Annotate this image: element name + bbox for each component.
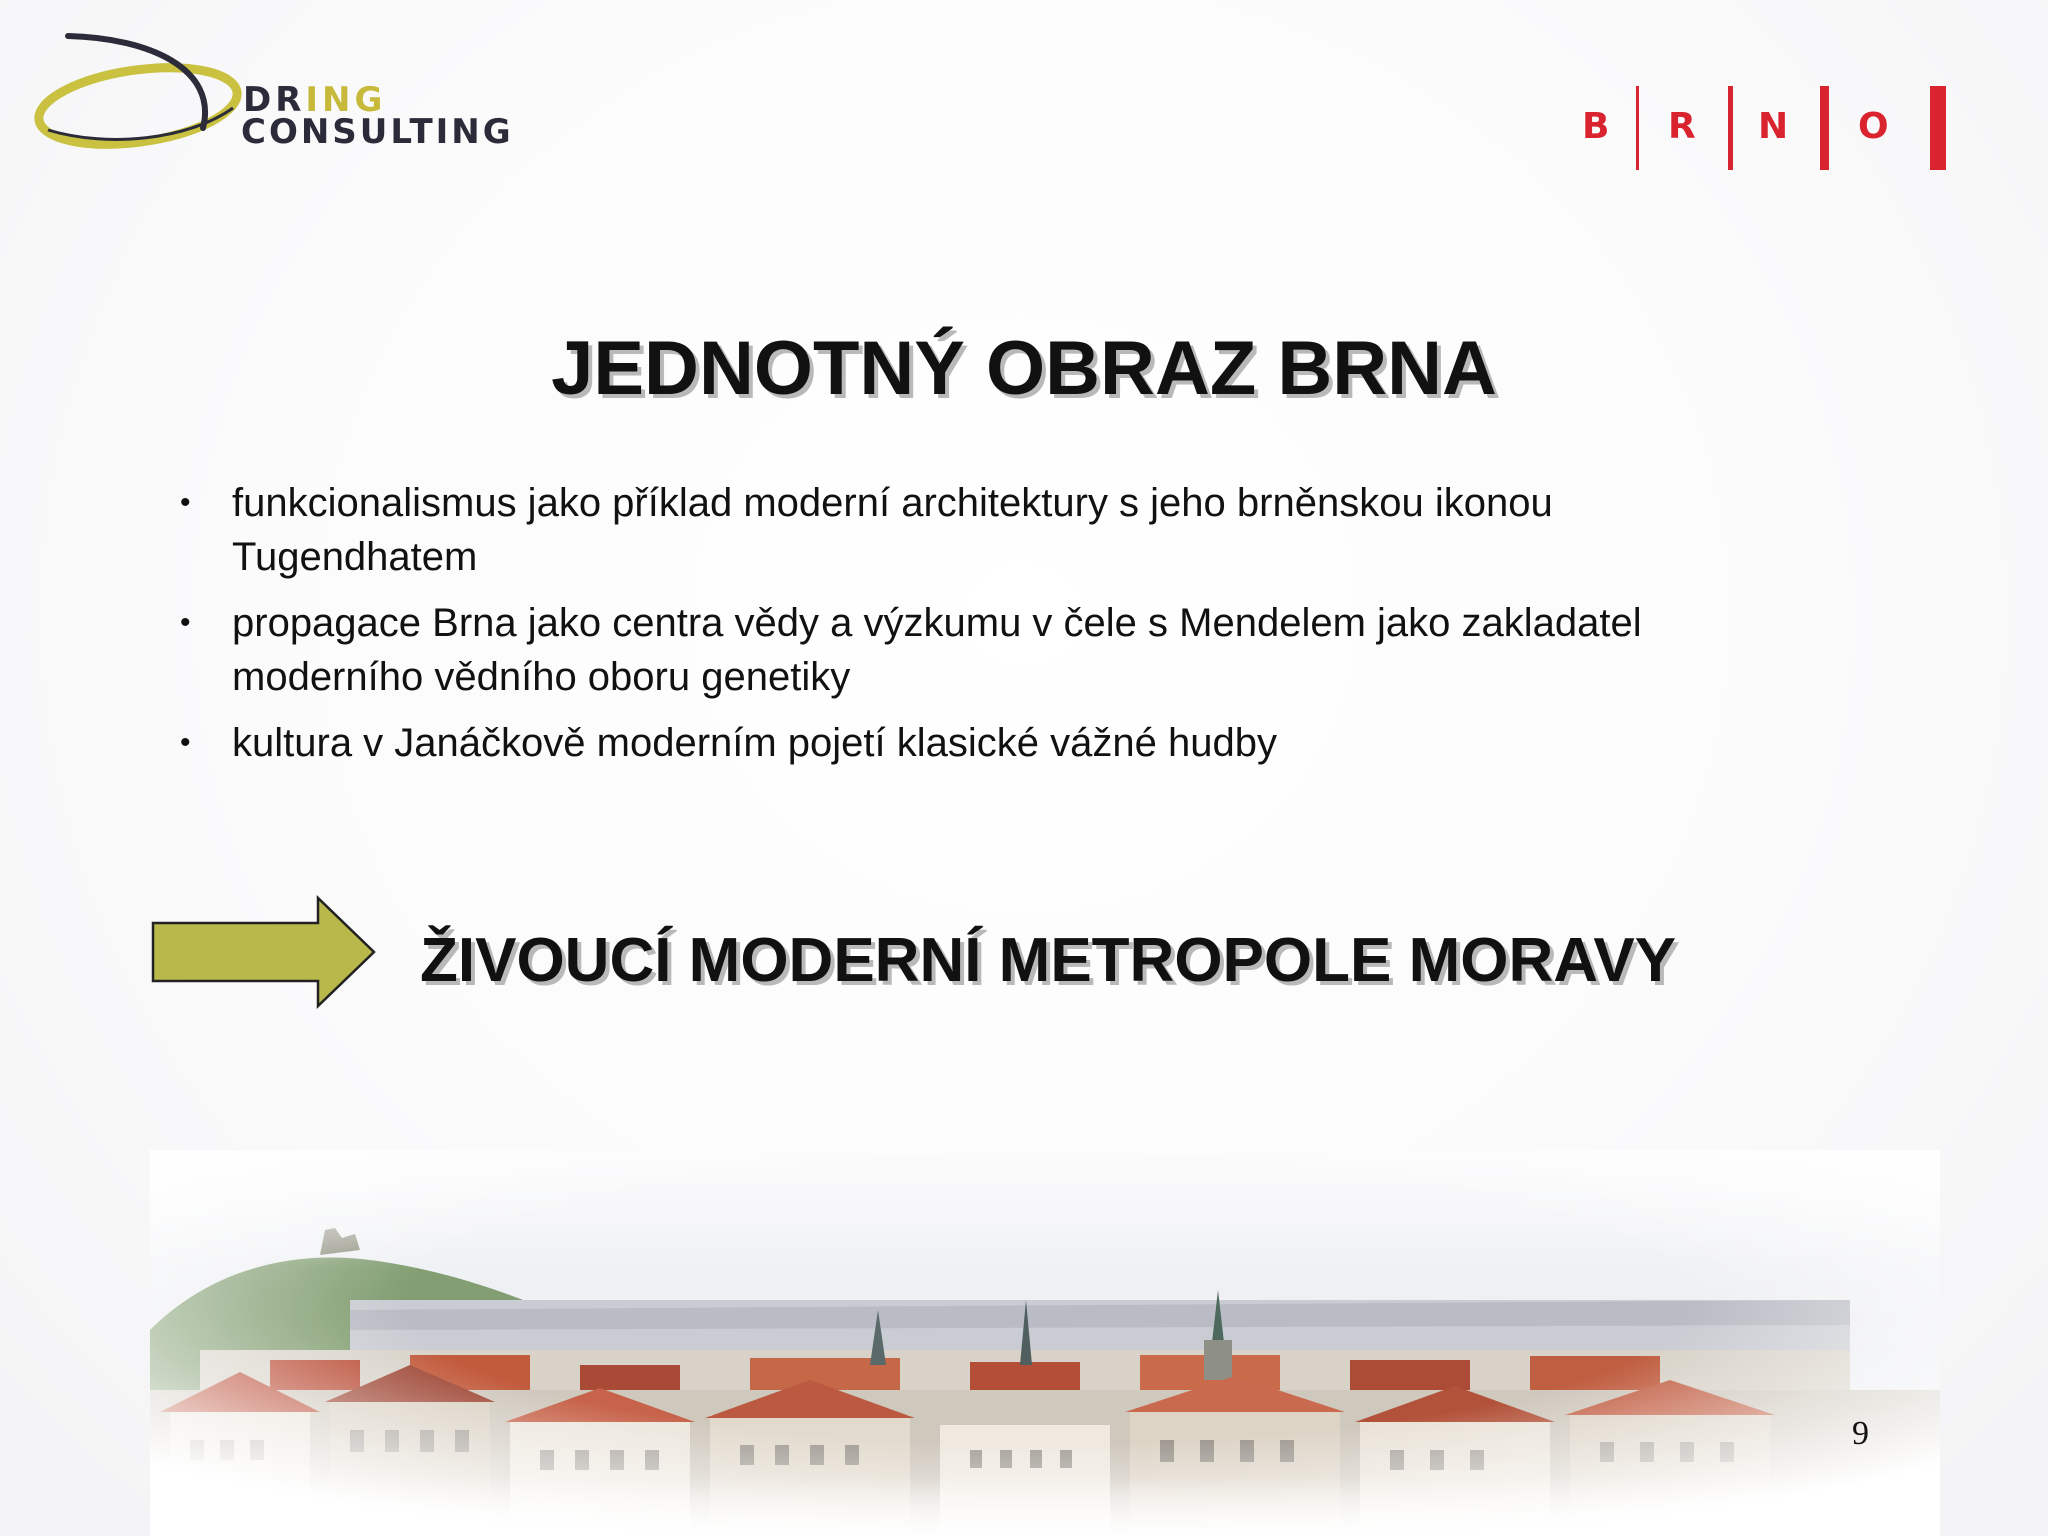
dring-logo-line2: CONSULTING [241, 112, 514, 152]
dring-consulting-logo [28, 28, 588, 158]
bullet-dot: • [180, 726, 191, 759]
bullet-item [180, 476, 1780, 584]
dring-logo-line1: DRING [243, 80, 387, 120]
brno-divider [1728, 86, 1733, 170]
bullet-dot: • [180, 606, 191, 639]
brno-logo [1570, 82, 1970, 174]
bullet-item [180, 596, 1780, 704]
slogan: ŽIVOUCÍ MODERNÍ METROPOLE MORAVY [420, 926, 1677, 995]
brno-letter-r: R [1668, 106, 1696, 147]
right-arrow-icon [150, 895, 380, 1010]
brno-divider [1636, 86, 1639, 170]
bullet-item [180, 716, 1780, 770]
city-panorama-image [150, 1150, 1940, 1536]
slide-title: JEDNOTNÝ OBRAZ BRNA [551, 326, 1497, 411]
brno-letter-n: N [1758, 106, 1789, 147]
bullet-list [180, 476, 1780, 782]
bullet-text: funkcionalismus jako příklad moderní architektury s jeho brněnskou ikonou Tugendhatem [232, 481, 1553, 579]
brno-divider [1930, 86, 1946, 170]
bullet-dot: • [180, 486, 191, 519]
page-number: 9 [1852, 1415, 1869, 1452]
swoosh-icon [28, 28, 248, 158]
brno-letter-o: O [1858, 106, 1889, 147]
bullet-text: kultura v Janáčkově moderním pojetí klasické vážné hudby [232, 721, 1277, 765]
brno-divider [1820, 86, 1829, 170]
bullet-text: propagace Brna jako centra vědy a výzkumu v čele s Mendelem jako zakladatel moderního vědního oboru genetiky [232, 601, 1642, 699]
brno-letter-b: B [1582, 106, 1610, 147]
